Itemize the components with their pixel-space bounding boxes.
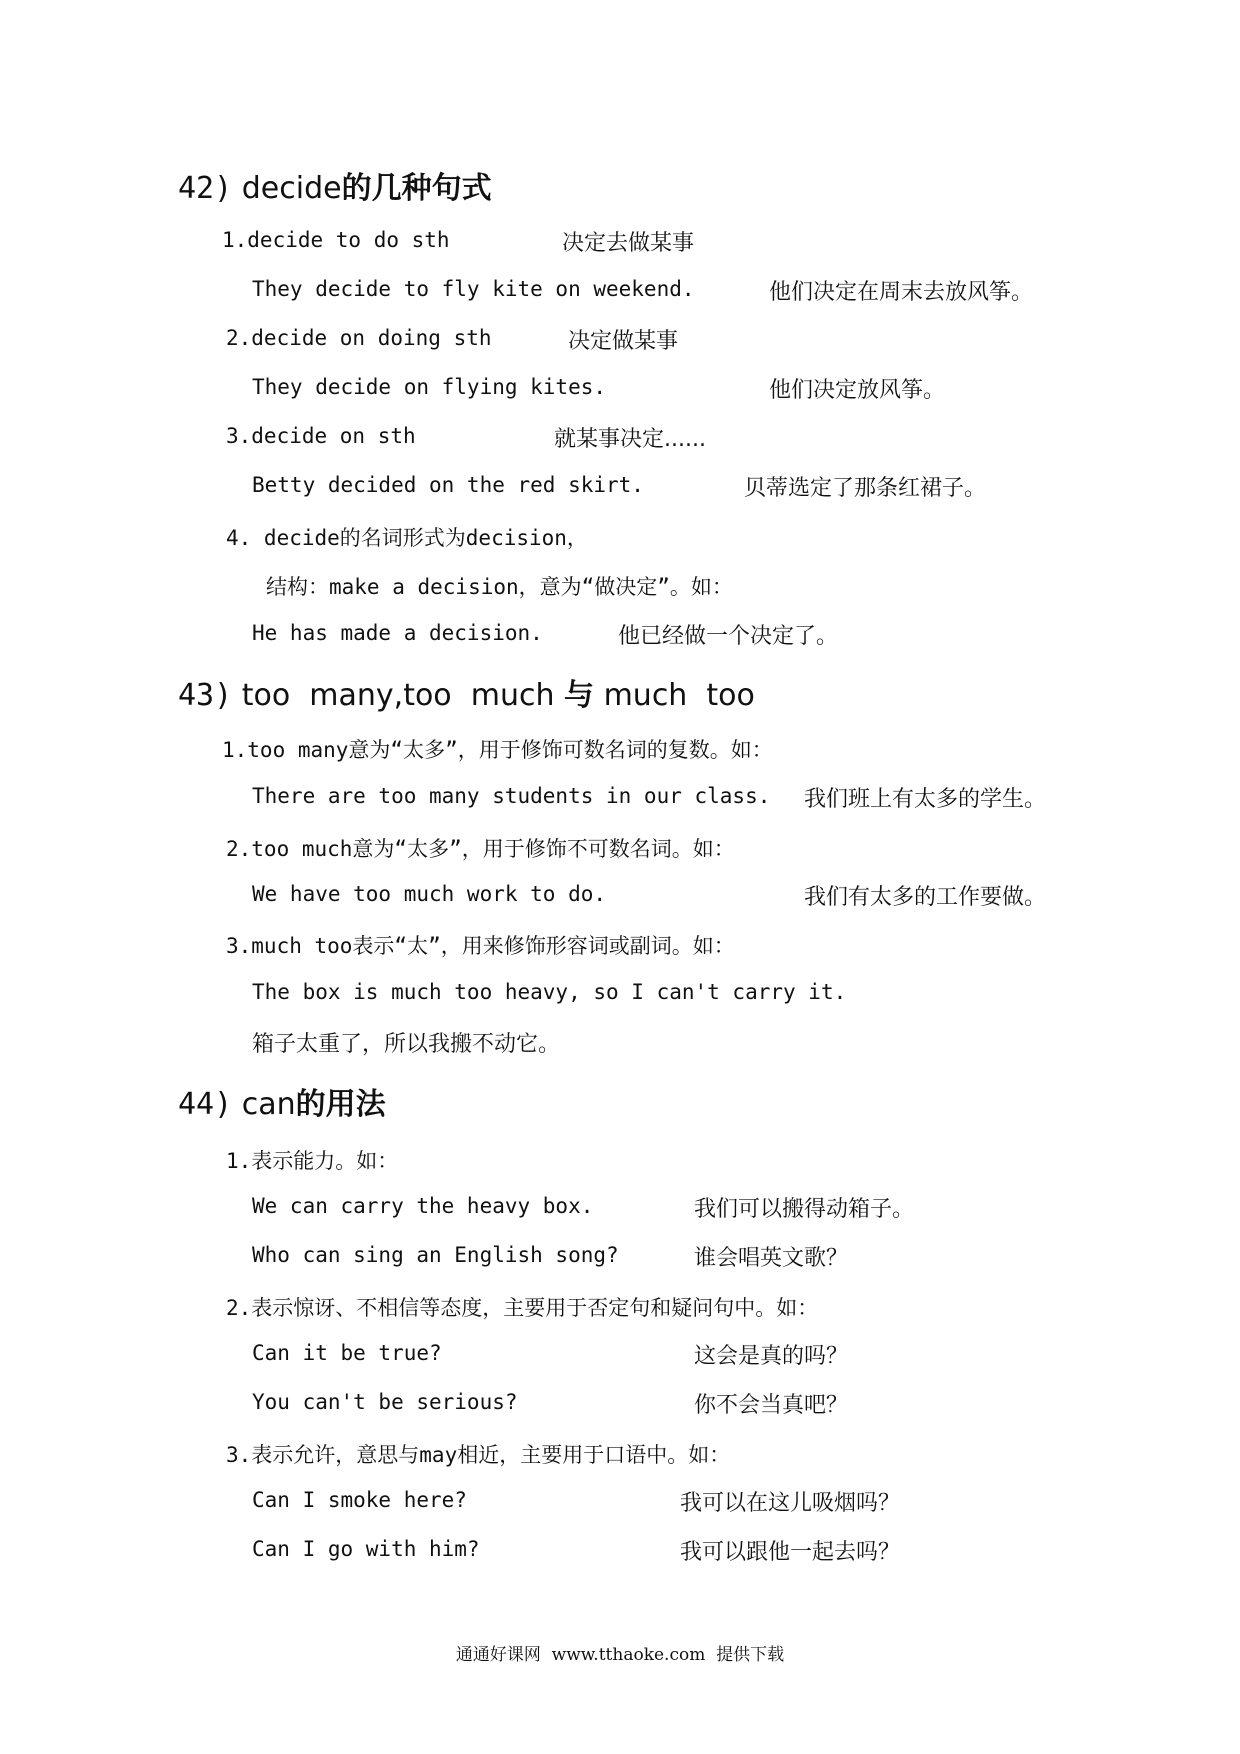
s43-item-3: 3.much too表示“太”，用来修饰形容词或副词。如：: [226, 934, 735, 958]
s44-example-3-cn: 这会是真的吗？: [694, 1344, 849, 1369]
s44-example-4: You can't be serious?: [252, 1390, 518, 1414]
s43-item-1: 1.too many意为“太多”，用于修饰可数名词的复数。如：: [222, 738, 773, 762]
s43-item-2: 2.too much意为“太多”，用于修饰不可数名词。如：: [226, 837, 735, 861]
s42-example-3-cn: 贝蒂选定了那条红裙子。: [744, 476, 987, 501]
s42-item-1-cn: 决定去做某事: [562, 231, 695, 256]
page-footer: 通通好课网 www.tthaoke.com 提供下载: [455, 1645, 785, 1665]
s42-example-1: They decide to fly kite on weekend.: [252, 277, 695, 301]
s43-example-2: We have too much work to do.: [252, 882, 607, 906]
s42-item-3-cn: 就某事决定......: [554, 427, 706, 452]
section-heading-43: 43) too many,too much 与 much too: [178, 678, 755, 713]
s44-example-2-cn: 谁会唱英文歌？: [694, 1246, 849, 1271]
section-heading-42: 42) decide的几种句式: [178, 171, 492, 206]
s44-example-6-cn: 我可以跟他一起去吗？: [680, 1540, 901, 1565]
section-heading-44: 44) can的用法: [178, 1087, 386, 1122]
s42-item-2: 2.decide on doing sth: [226, 326, 492, 350]
s42-example-4: He has made a decision.: [252, 621, 543, 645]
s43-example-2-cn: 我们有太多的工作要做。: [804, 885, 1047, 910]
s42-item-2-cn: 决定做某事: [568, 329, 679, 354]
s42-item-1: 1.decide to do sth: [222, 228, 450, 252]
s44-example-5-cn: 我可以在这儿吸烟吗？: [680, 1491, 901, 1516]
s43-example-1-cn: 我们班上有太多的学生。: [804, 787, 1047, 812]
s44-example-1-cn: 我们可以搬得动箱子。: [694, 1197, 915, 1222]
s44-example-1: We can carry the heavy box.: [252, 1194, 594, 1218]
s44-item-1: 1.表示能力。如：: [226, 1149, 399, 1173]
s44-example-6: Can I go with him?: [252, 1537, 480, 1561]
s42-example-4-cn: 他已经做一个决定了。: [618, 624, 839, 649]
s44-example-5: Can I smoke here?: [252, 1488, 467, 1512]
s44-example-4-cn: 你不会当真吧？: [694, 1393, 849, 1418]
s42-item-4: 4. decide的名词形式为decision，: [226, 526, 588, 550]
s42-item-4-structure: 结构：make a decision，意为“做决定”。如：: [266, 575, 733, 599]
s44-item-3: 3.表示允许，意思与may相近，主要用于口语中。如：: [226, 1443, 731, 1467]
s42-item-3: 3.decide on sth: [226, 424, 416, 448]
s44-example-3: Can it be true?: [252, 1341, 442, 1365]
s44-example-2: Who can sing an English song?: [252, 1243, 619, 1267]
s43-example-3: The box is much too heavy, so I can't carry it.: [252, 980, 847, 1004]
s43-example-1: There are too many students in our class.: [252, 784, 771, 808]
s42-example-1-cn: 他们决定在周末去放风筝。: [769, 280, 1034, 305]
s44-item-2: 2.表示惊讶、不相信等态度，主要用于否定句和疑问句中。如：: [226, 1296, 819, 1320]
s42-example-2-cn: 他们决定放风筝。: [769, 378, 946, 403]
s43-example-3-cn: 箱子太重了，所以我搬不动它。: [252, 1032, 561, 1057]
s42-example-3: Betty decided on the red skirt.: [252, 473, 644, 497]
s42-example-2: They decide on flying kites.: [252, 375, 607, 399]
